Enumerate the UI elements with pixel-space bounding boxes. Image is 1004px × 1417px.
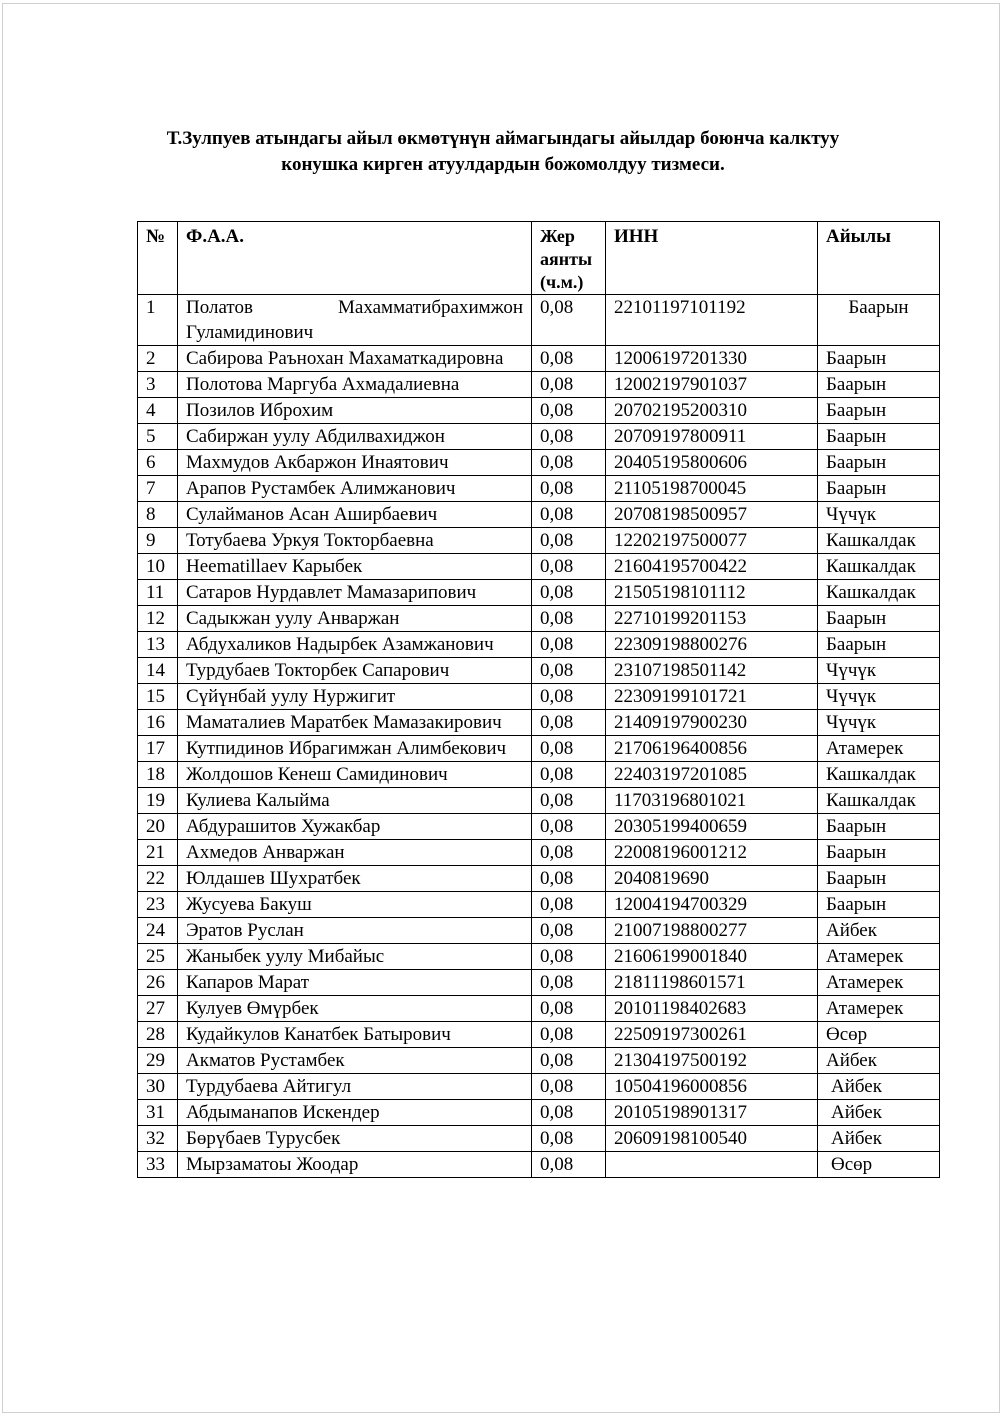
row-name: Нееmatillaev Карыбек (178, 554, 532, 580)
row-name: Абдурашитов Хужакбар (178, 814, 532, 840)
row-inn: 22309198800276 (606, 632, 818, 658)
row-area: 0,08 (532, 476, 606, 502)
row-num: 20 (138, 814, 178, 840)
table-row (138, 684, 940, 710)
row-name: Кудайкулов Канатбек Батырович (178, 1022, 532, 1048)
header-village: Айылы (818, 222, 940, 295)
row-area: 0,08 (532, 632, 606, 658)
row-area: 0,08 (532, 528, 606, 554)
row-village: Чүчүк (818, 502, 940, 528)
row-name: Арапов Рустамбек Алимжанович (178, 476, 532, 502)
row-village: Баарын (818, 814, 940, 840)
row-village: Кашкалдак (818, 580, 940, 606)
row-num: 7 (138, 476, 178, 502)
citizens-table (137, 221, 940, 1178)
row-num: 26 (138, 970, 178, 996)
table-row (138, 1074, 940, 1100)
row-name: Полотова Маргуба Ахмадалиевна (178, 372, 532, 398)
table-body (138, 295, 940, 1178)
table-row (138, 736, 940, 762)
row-name: Жолдошов Кенеш Самидинович (178, 762, 532, 788)
row-inn: 21604195700422 (606, 554, 818, 580)
row-area: 0,08 (532, 892, 606, 918)
row-num: 28 (138, 1022, 178, 1048)
table-row (138, 476, 940, 502)
row-num: 22 (138, 866, 178, 892)
row-name: Абдыманапов Искендер (178, 1100, 532, 1126)
header-area (532, 222, 606, 295)
row-village: Баарын (818, 866, 940, 892)
row-village: Атамерек (818, 944, 940, 970)
row-name: Жаныбек уулу Мибайыс (178, 944, 532, 970)
row-village: Баарын (818, 346, 940, 372)
row-num: 10 (138, 554, 178, 580)
row-num: 30 (138, 1074, 178, 1100)
row-area: 0,08 (532, 346, 606, 372)
table-row (138, 1152, 940, 1178)
row-name: Турдубаев Токторбек Сапарович (178, 658, 532, 684)
table-row (138, 398, 940, 424)
title-line-1: Т.Зулпуев атындагы айыл өкмөтүнүн аймагындагы айылдар боюнча калктуу (166, 128, 840, 149)
table-row (138, 346, 940, 372)
row-area: 0,08 (532, 658, 606, 684)
row-name: Мырзаматоы Жоодар (178, 1152, 532, 1178)
row-inn (606, 1152, 818, 1178)
table-row (138, 580, 940, 606)
row-num: 33 (138, 1152, 178, 1178)
row-num: 18 (138, 762, 178, 788)
table-row (138, 658, 940, 684)
table-row (138, 788, 940, 814)
row-name: Кутпидинов Ибрагимжан Алимбекович (178, 736, 532, 762)
row-inn: 21706196400856 (606, 736, 818, 762)
row-area: 0,08 (532, 996, 606, 1022)
table-row (138, 502, 940, 528)
row-num: 14 (138, 658, 178, 684)
row-inn: 20708198500957 (606, 502, 818, 528)
row-village: Чүчүк (818, 710, 940, 736)
row-inn: 23107198501142 (606, 658, 818, 684)
row-area: 0,08 (532, 1048, 606, 1074)
header-area-line-1: Жер (540, 226, 575, 246)
row-area: 0,08 (532, 606, 606, 632)
row-inn: 10504196000856 (606, 1074, 818, 1100)
row-village: Баарын (818, 476, 940, 502)
row-num: 15 (138, 684, 178, 710)
table-row (138, 944, 940, 970)
row-name: Бөрүбаев Турусбек (178, 1126, 532, 1152)
row-name: Сүйүнбай уулу Нуржигит (178, 684, 532, 710)
row-village: Баарын (818, 840, 940, 866)
row-area: 0,08 (532, 424, 606, 450)
row-num: 23 (138, 892, 178, 918)
table-row (138, 424, 940, 450)
row-name: Сатаров Нурдавлет Мамазарипович (178, 580, 532, 606)
row-name: Капаров Марат (178, 970, 532, 996)
row-village: Айбек (818, 1048, 940, 1074)
table-row (138, 762, 940, 788)
table-row (138, 996, 940, 1022)
row-area: 0,08 (532, 372, 606, 398)
row-village: Баарын (818, 372, 940, 398)
row-village: Баарын (818, 606, 940, 632)
table-row (138, 840, 940, 866)
row-inn: 22008196001212 (606, 840, 818, 866)
row-inn: 22403197201085 (606, 762, 818, 788)
row-name: Эратов Руслан (178, 918, 532, 944)
row-name: Турдубаева Айтигул (178, 1074, 532, 1100)
row-name: Тотубаева Уркуя Токторбаевна (178, 528, 532, 554)
row-inn: 20609198100540 (606, 1126, 818, 1152)
row-village: Чүчүк (818, 658, 940, 684)
row-area: 0,08 (532, 762, 606, 788)
row-num: 17 (138, 736, 178, 762)
row-village: Кашкалдак (818, 528, 940, 554)
row-name: Ахмедов Анваржан (178, 840, 532, 866)
row-num: 27 (138, 996, 178, 1022)
row-inn: 21304197500192 (606, 1048, 818, 1074)
row-num: 5 (138, 424, 178, 450)
row-inn: 21505198101112 (606, 580, 818, 606)
row-num: 13 (138, 632, 178, 658)
row-village: Айбек (818, 1126, 940, 1152)
row-inn: 20709197800911 (606, 424, 818, 450)
table-row (138, 866, 940, 892)
row-inn: 12002197901037 (606, 372, 818, 398)
row-num: 3 (138, 372, 178, 398)
row-name: Кулиева Калыйма (178, 788, 532, 814)
row-village: Атамерек (818, 970, 940, 996)
row-village: Чүчүк (818, 684, 940, 710)
row-village: Айбек (818, 1100, 940, 1126)
row-name: Акматов Рустамбек (178, 1048, 532, 1074)
row-inn: 22309199101721 (606, 684, 818, 710)
row-num: 29 (138, 1048, 178, 1074)
header-num: № (138, 222, 178, 295)
row-num: 8 (138, 502, 178, 528)
row-area: 0,08 (532, 295, 606, 346)
table-row (138, 918, 940, 944)
row-area: 0,08 (532, 1100, 606, 1126)
table-row (138, 1100, 940, 1126)
row-inn: 22710199201153 (606, 606, 818, 632)
row-area: 0,08 (532, 684, 606, 710)
row-num: 2 (138, 346, 178, 372)
row-inn: 20305199400659 (606, 814, 818, 840)
row-inn: 12006197201330 (606, 346, 818, 372)
row-name: Сабиржан уулу Абдилвахиджон (178, 424, 532, 450)
row-num: 21 (138, 840, 178, 866)
table-row (138, 606, 940, 632)
row-name: Сабирова Раънохан Махаматкадировна (178, 346, 532, 372)
row-inn: 21409197900230 (606, 710, 818, 736)
row-num: 4 (138, 398, 178, 424)
row-num: 25 (138, 944, 178, 970)
row-inn: 20105198901317 (606, 1100, 818, 1126)
row-village: Баарын (818, 632, 940, 658)
row-inn: 22509197300261 (606, 1022, 818, 1048)
row-name: Полатов Махамматибрахимжон Гуламидинович (178, 295, 532, 346)
row-num: 6 (138, 450, 178, 476)
row-area: 0,08 (532, 710, 606, 736)
row-village: Атамерек (818, 996, 940, 1022)
row-inn: 21606199001840 (606, 944, 818, 970)
table-row (138, 372, 940, 398)
row-area: 0,08 (532, 1152, 606, 1178)
table-row (138, 892, 940, 918)
row-area: 0,08 (532, 840, 606, 866)
row-village: Өсөр (818, 1152, 940, 1178)
header-area-line-2: аянты (540, 249, 593, 269)
row-name: Махмудов Акбаржон Инаятович (178, 450, 532, 476)
row-inn: 2040819690 (606, 866, 818, 892)
row-village: Баарын (818, 450, 940, 476)
row-village: Баарын (818, 295, 940, 346)
row-village: Кашкалдак (818, 762, 940, 788)
table-row (138, 632, 940, 658)
row-area: 0,08 (532, 1126, 606, 1152)
table-row (138, 528, 940, 554)
table-row (138, 1126, 940, 1152)
row-inn: 22101197101192 (606, 295, 818, 346)
row-village: Баарын (818, 398, 940, 424)
table-row (138, 814, 940, 840)
table-row (138, 450, 940, 476)
row-num: 1 (138, 295, 178, 346)
row-num: 16 (138, 710, 178, 736)
row-village: Кашкалдак (818, 554, 940, 580)
header-area-line-3: (ч.м.) (540, 272, 584, 292)
row-name: Абдухаликов Надырбек Азамжанович (178, 632, 532, 658)
table-row (138, 295, 940, 346)
row-area: 0,08 (532, 1074, 606, 1100)
row-area: 0,08 (532, 450, 606, 476)
row-name: Садыкжан уулу Анваржан (178, 606, 532, 632)
row-village: Кашкалдак (818, 788, 940, 814)
table-row (138, 554, 940, 580)
row-inn: 21105198700045 (606, 476, 818, 502)
row-area: 0,08 (532, 398, 606, 424)
row-name: Маматалиев Маратбек Мамазакирович (178, 710, 532, 736)
row-name: Позилов Иброхим (178, 398, 532, 424)
row-inn: 11703196801021 (606, 788, 818, 814)
row-name: Юлдашев Шухратбек (178, 866, 532, 892)
row-area: 0,08 (532, 1022, 606, 1048)
header-name: Ф.А.А. (178, 222, 532, 295)
row-village: Өсөр (818, 1022, 940, 1048)
row-num: 11 (138, 580, 178, 606)
row-village: Айбек (818, 1074, 940, 1100)
row-area: 0,08 (532, 814, 606, 840)
header-inn: ИНН (606, 222, 818, 295)
row-name: Жусуева Бакуш (178, 892, 532, 918)
table-row (138, 710, 940, 736)
row-village: Баарын (818, 424, 940, 450)
row-village: Атамерек (818, 736, 940, 762)
row-num: 19 (138, 788, 178, 814)
row-inn: 20702195200310 (606, 398, 818, 424)
row-area: 0,08 (532, 918, 606, 944)
row-num: 12 (138, 606, 178, 632)
row-inn: 21007198800277 (606, 918, 818, 944)
row-inn: 20101198402683 (606, 996, 818, 1022)
row-num: 32 (138, 1126, 178, 1152)
table-row (138, 970, 940, 996)
row-area: 0,08 (532, 502, 606, 528)
row-area: 0,08 (532, 866, 606, 892)
table-header-row (138, 222, 940, 295)
row-inn: 21811198601571 (606, 970, 818, 996)
title-line-2: конушка кирген атуулдардын божомолдуу тизмеси. (281, 154, 725, 175)
row-name: Кулуев Өмүрбек (178, 996, 532, 1022)
row-num: 24 (138, 918, 178, 944)
table-row (138, 1048, 940, 1074)
row-num: 31 (138, 1100, 178, 1126)
row-inn: 12202197500077 (606, 528, 818, 554)
row-area: 0,08 (532, 736, 606, 762)
row-area: 0,08 (532, 580, 606, 606)
row-inn: 12004194700329 (606, 892, 818, 918)
row-name: Сулайманов Асан Аширбаевич (178, 502, 532, 528)
row-area: 0,08 (532, 788, 606, 814)
row-village: Баарын (818, 892, 940, 918)
row-inn: 20405195800606 (606, 450, 818, 476)
document-title (103, 126, 903, 178)
row-num: 9 (138, 528, 178, 554)
row-area: 0,08 (532, 554, 606, 580)
table-row (138, 1022, 940, 1048)
row-area: 0,08 (532, 970, 606, 996)
row-village: Айбек (818, 918, 940, 944)
row-area: 0,08 (532, 944, 606, 970)
